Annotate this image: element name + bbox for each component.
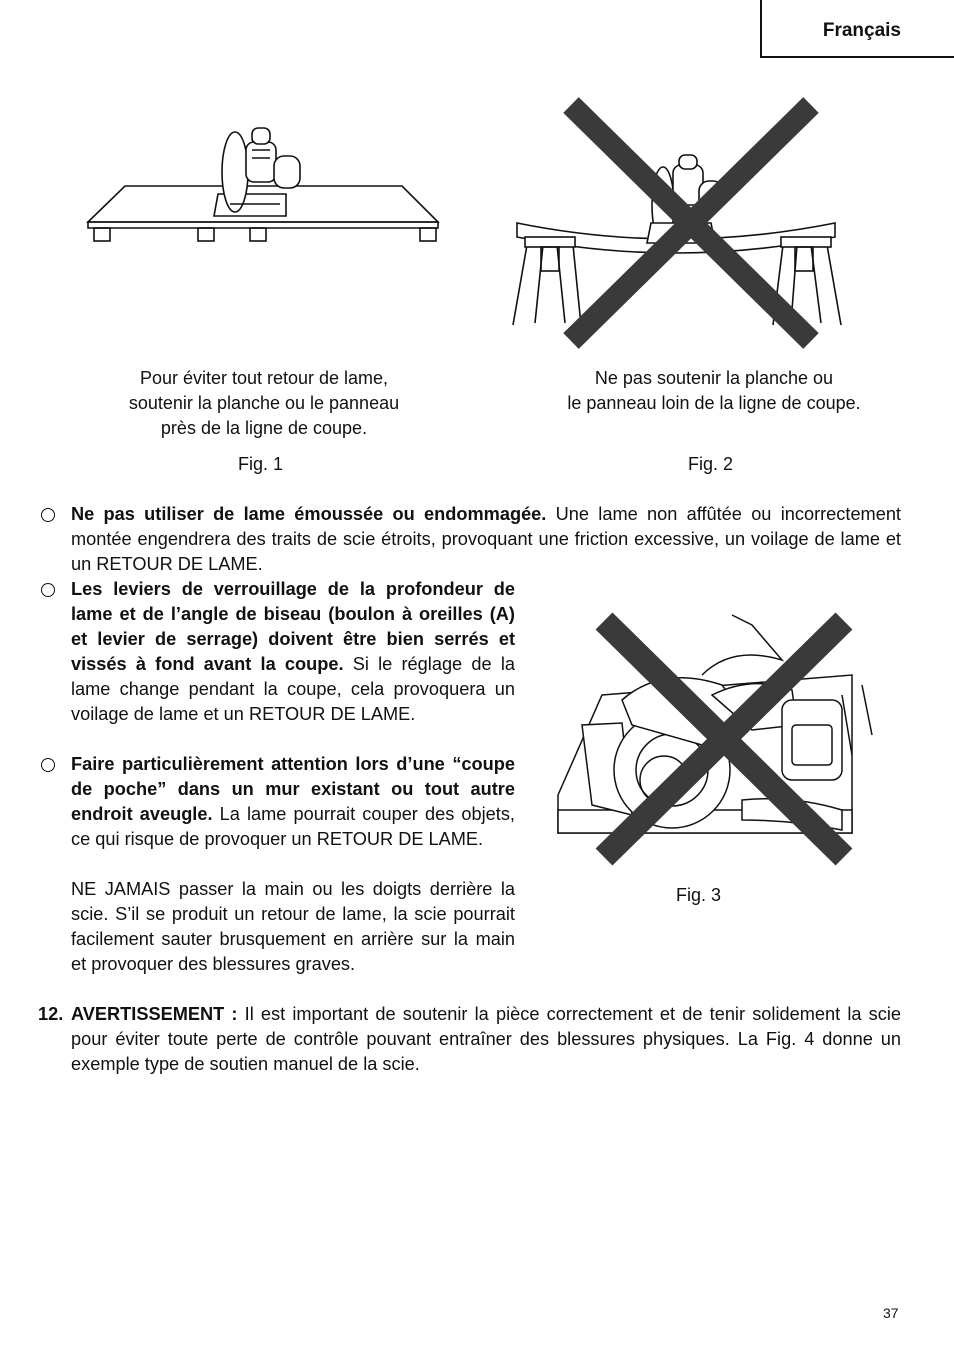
fig2-illustration — [505, 95, 850, 355]
bullet-1-bold: Ne pas utiliser de lame émoussée ou endommagée. — [71, 504, 547, 524]
fig1-label: Fig. 1 — [238, 454, 284, 474]
page-number: 37 — [883, 1305, 899, 1321]
bullet-2-marker — [41, 583, 55, 597]
bullet-3-body: La lame pourrait couper des objets, ce qui risque de provoquer un RETOUR DE LAME. — [71, 804, 515, 849]
fig2-caption-line1: Ne pas soutenir la planche ou — [594, 368, 834, 388]
item-12-bold: AVERTISSEMENT : — [71, 1004, 238, 1024]
item-12-text — [71, 1002, 901, 1077]
fig2-caption — [520, 366, 908, 416]
bullet-2-bold: Les leviers de verrouillage de la profondeur de lame et de l’angle de biseau (boulon à oreilles (A) et levier de serrage) doivent être bien serrés et vissés à fond avant la coupe. — [71, 579, 515, 674]
fig1-caption-line1: Pour éviter tout retour de lame, — [139, 368, 389, 388]
bullet-2-text — [71, 577, 515, 727]
fig1-caption — [90, 366, 438, 441]
bullet-1-text — [71, 502, 901, 577]
fig1-illustration — [80, 120, 450, 250]
fig1-caption-line3: près de la ligne de coupe. — [160, 418, 368, 438]
bullet-3-warning: NE JAMAIS passer la main ou les doigts derrière la scie. S’il se produit un retour de lame, la scie pourrait facilement sauter brusquement en arrière sur la main et provoquer des blessures graves. — [71, 879, 515, 974]
fig2-label: Fig. 2 — [688, 454, 734, 474]
bullet-2-body: Si le réglage de la lame change pendant la coupe, cela provoquera un voilage de lame et un RETOUR DE LAME. — [71, 654, 515, 724]
language-tab — [760, 0, 954, 58]
fig3-label: Fig. 3 — [676, 885, 722, 905]
language-label: Français — [822, 20, 901, 41]
bullet-3-text — [71, 752, 515, 852]
bullet-3-bold: Faire particulièrement attention lors d’une “coupe de poche” dans un mur existant ou tout autre endroit aveugle. — [71, 754, 515, 824]
item-12-number: 12. — [38, 1004, 64, 1024]
item-12-body: Il est important de soutenir la pièce correctement et de tenir solidement la scie pour éviter toute perte de contrôle pouvant entraîner des blessures physiques. La Fig. 4 donne un exemple type de soutien manuel de la scie. — [71, 1004, 901, 1074]
fig1-caption-line2: soutenir la planche ou le panneau — [128, 393, 400, 413]
bullet-1-body: Une lame non affûtée ou incorrectement montée engendrera des traits de scie étroits, provoquant une friction excessive, un voilage de lame et un RETOUR DE LAME. — [71, 504, 901, 574]
bullet-1-marker — [41, 508, 55, 522]
fig3-illustration — [552, 605, 902, 870]
fig2-caption-line2: le panneau loin de la ligne de coupe. — [567, 393, 861, 413]
bullet-3-marker — [41, 758, 55, 772]
